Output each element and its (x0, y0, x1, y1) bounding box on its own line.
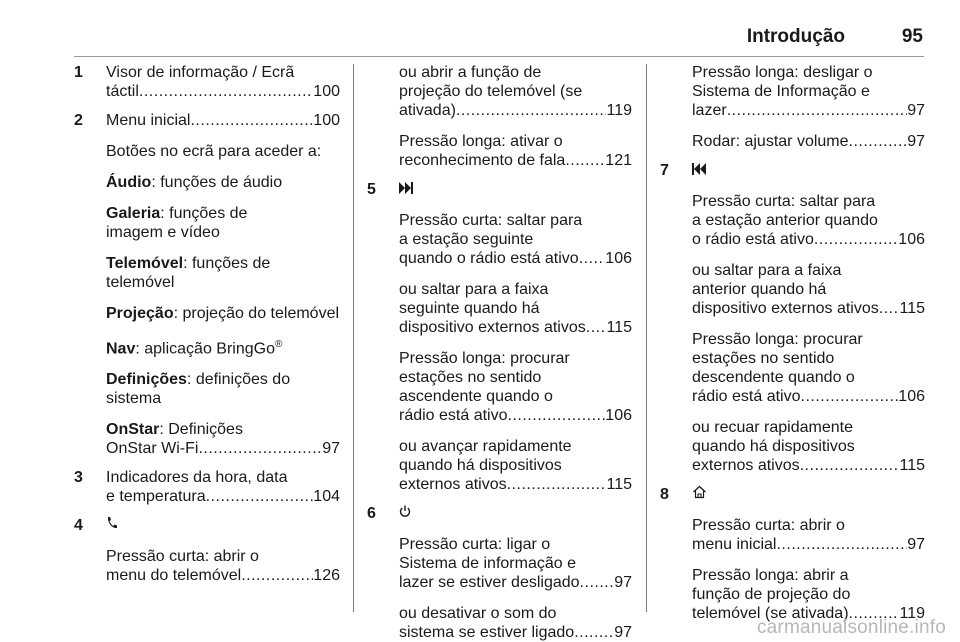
next-track-icon (399, 180, 413, 199)
power-icon (399, 504, 411, 523)
toc-entry[interactable] (692, 230, 925, 249)
term: OnStar (106, 421, 160, 439)
entry-text: Menu inicial (106, 112, 191, 129)
paragraph (106, 304, 340, 323)
entry-text: táctil (106, 83, 139, 100)
page-ref: 115 (606, 476, 632, 493)
page-ref: 100 (313, 112, 340, 129)
page-ref: 126 (313, 567, 340, 585)
entry-text: ou abrir a função de (399, 64, 542, 81)
list-item (660, 63, 925, 151)
definition: : funções de telemóvel (106, 255, 271, 291)
paragraph (106, 204, 340, 242)
entry-text: Rodar: ajustar volume (692, 133, 849, 150)
entry-text: ou recuar rapidamente (692, 419, 853, 436)
entry-text: Sistema de Informação e (692, 83, 870, 100)
term: Áudio (106, 174, 152, 191)
page-ref: 106 (898, 388, 925, 405)
home-icon (692, 485, 707, 504)
paragraph: Pressão curta: abrir o (106, 548, 259, 566)
entry-text: ou desativar o som do (399, 605, 557, 622)
entry-text: seguinte quando há (399, 300, 540, 317)
item-number: 6 (367, 505, 376, 522)
entry-text: Pressão curta: abrir o (692, 517, 845, 534)
page-ref: 97 (614, 624, 632, 641)
toc-entry[interactable] (692, 101, 925, 120)
item-number: 3 (74, 469, 83, 487)
list-item (367, 63, 632, 170)
entry-text: e temperatura (106, 488, 206, 506)
toc-entry[interactable] (399, 475, 632, 494)
term: Definições (106, 371, 187, 389)
column-2 (367, 63, 632, 642)
page-ref: 119 (899, 605, 925, 622)
entry-text: Pressão longa: ativar o (399, 133, 563, 150)
item-number: 5 (367, 181, 376, 198)
item-number: 7 (660, 162, 669, 179)
registered-mark: ® (275, 339, 283, 350)
toc-entry[interactable] (399, 249, 632, 268)
entry-text: Indicadores da hora, data (106, 469, 288, 487)
entry-text: ou saltar para a faixa (692, 262, 842, 279)
entry-text: Pressão longa: procurar (399, 350, 570, 367)
toc-entry[interactable] (106, 566, 340, 585)
definition: : definições do (186, 371, 291, 389)
page-ref: 106 (605, 250, 632, 267)
entry-text: Pressão curta: ligar o (399, 536, 551, 553)
entry-text: Pressão curta: saltar para (692, 193, 876, 210)
entry-text: quando há dispositivos (399, 457, 562, 474)
paragraph (106, 335, 340, 358)
entry-text: a estação seguinte (399, 231, 534, 248)
definition: : Definições (159, 421, 243, 439)
toc-entry[interactable] (692, 132, 925, 151)
item-number: 2 (74, 112, 83, 129)
entry-text: Pressão longa: abrir a (692, 567, 849, 584)
list-item (74, 111, 340, 458)
page-ref: 106 (898, 231, 925, 248)
definition: imagem e vídeo (106, 224, 220, 241)
toc-entry[interactable] (106, 82, 340, 101)
entry-text: quando o rádio está ativo (399, 250, 579, 267)
entry-text: anterior quando há (692, 281, 827, 298)
list-item (367, 180, 632, 494)
entry-text: externos ativos (692, 457, 800, 474)
page-ref: 97 (907, 133, 925, 150)
entry-text: sistema se estiver ligado (399, 624, 575, 641)
entry-text: externos ativos (399, 476, 507, 493)
entry-text: dispositivo externos ativos (692, 300, 879, 317)
definition: : aplicação BringGo (135, 340, 275, 358)
toc-entry[interactable] (399, 573, 632, 592)
item-number: 1 (74, 64, 83, 81)
toc-entry[interactable] (399, 101, 632, 120)
page-ref: 97 (322, 440, 340, 458)
page-ref: 121 (605, 152, 632, 169)
entry-text: reconhecimento de fala (399, 152, 566, 169)
term: Nav (106, 340, 136, 358)
page-ref: 115 (899, 300, 925, 317)
entry-text: ativada) (399, 102, 456, 119)
column-1 (74, 63, 340, 585)
toc-entry[interactable] (106, 439, 340, 458)
paragraph (106, 173, 340, 192)
toc-entry[interactable] (692, 456, 925, 475)
entry-text: telemóvel (se ativada) (692, 605, 849, 622)
entry-text: ou avançar rapidamente (399, 438, 572, 455)
toc-entry[interactable] (692, 535, 925, 554)
item-number: 8 (660, 486, 669, 503)
definition: : funções de áudio (151, 174, 283, 191)
entry-text: lazer (692, 102, 727, 119)
page-ref: 97 (907, 102, 925, 119)
phone-icon (106, 516, 118, 535)
page-ref: 115 (606, 319, 632, 336)
list-item (660, 161, 925, 475)
entry-text: o rádio está ativo (692, 231, 814, 248)
paragraph: Botões no ecrã para aceder a: (106, 143, 322, 160)
page-ref: 100 (313, 83, 340, 100)
column-3 (660, 63, 925, 623)
chapter-title: Introdução (746, 26, 845, 47)
page-ref: 104 (313, 488, 340, 506)
column-divider (646, 64, 647, 612)
entry-text: Pressão longa: desligar o (692, 64, 873, 81)
header-divider (74, 56, 924, 57)
toc-entry[interactable] (106, 487, 340, 506)
page-ref: 97 (907, 536, 925, 553)
page-ref: 97 (614, 574, 632, 591)
entry-text: lazer se estiver desligado (399, 574, 580, 591)
list-item (74, 516, 340, 585)
page-ref: 106 (605, 407, 632, 424)
toc-entry[interactable] (692, 299, 925, 318)
entry-text: rádio está ativo (692, 388, 801, 405)
toc-entry[interactable] (399, 318, 632, 337)
term: Telemóvel (106, 255, 184, 272)
definition: sistema (106, 390, 162, 408)
entry-text: a estação anterior quando (692, 212, 878, 229)
page-ref: 115 (899, 457, 925, 474)
watermark: carmanualsonline.info (756, 617, 946, 638)
entry-text: rádio está ativo (399, 407, 508, 424)
entry-text: Sistema de informação e (399, 555, 576, 572)
toc-entry[interactable] (692, 387, 925, 406)
entry-text: quando há dispositivos (692, 438, 855, 455)
list-item (74, 468, 340, 506)
toc-entry[interactable] (106, 111, 340, 130)
list-item (660, 485, 925, 623)
entry-text: OnStar Wi-Fi (106, 440, 199, 458)
entry-text: projeção do telemóvel (se (399, 83, 583, 100)
entry-text: ascendente quando o (399, 388, 553, 405)
definition: : funções de (160, 205, 248, 222)
entry-text: Visor de informação / Ecrã (106, 64, 295, 81)
list-item (367, 504, 632, 642)
entry-text: menu inicial (692, 536, 777, 553)
item-number: 4 (74, 517, 83, 535)
page-ref: 119 (606, 102, 632, 119)
entry-text: descendente quando o (692, 369, 855, 386)
column-divider (353, 64, 354, 612)
term: Galeria (106, 205, 161, 222)
entry-text: menu do telemóvel (106, 567, 242, 585)
term: Projeção (106, 305, 174, 322)
entry-text: estações no sentido (692, 350, 835, 367)
entry-text: função de projeção do (692, 586, 851, 603)
entry-text: dispositivo externos ativos (399, 319, 586, 336)
paragraph (106, 254, 340, 292)
toc-entry[interactable] (399, 151, 632, 170)
list-item (74, 63, 340, 101)
page-number: 95 (901, 26, 923, 47)
definition: : projeção do telemóvel (173, 305, 340, 322)
paragraph (106, 370, 340, 408)
entry-text: Pressão longa: procurar (692, 331, 863, 348)
paragraph (106, 420, 340, 458)
entry-text: ou saltar para a faixa (399, 281, 549, 298)
previous-track-icon (692, 161, 706, 180)
toc-entry[interactable] (399, 406, 632, 425)
toc-entry[interactable] (399, 623, 632, 642)
entry-text: estações no sentido (399, 369, 542, 386)
entry-text: Pressão curta: saltar para (399, 212, 583, 229)
